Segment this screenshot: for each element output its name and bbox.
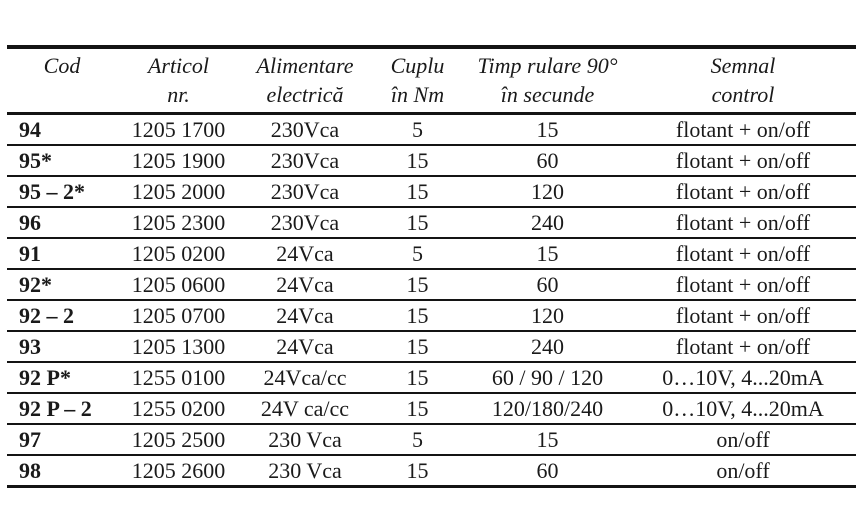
header-alimentare-line2: electrică [266, 82, 344, 107]
table-row [7, 207, 856, 238]
cell-cuplu-nm: 15 [406, 179, 429, 204]
cell-timp-rulare: 15 [536, 117, 559, 142]
cell-alimentare-electrica: 24V ca/cc [260, 396, 350, 421]
cell-alimentare-electrica: 24Vca [276, 334, 334, 359]
cell-cod: 96 [19, 210, 41, 235]
cell-semnal-control: flotant + on/off [675, 210, 811, 235]
cell-semnal-control: flotant + on/off [675, 179, 811, 204]
cell-cuplu-nm: 15 [406, 303, 429, 328]
cell-timp-rulare: 15 [536, 427, 559, 452]
table-row [7, 424, 856, 455]
cell-timp-rulare: 15 [536, 241, 559, 266]
cell-alimentare-electrica: 24Vca/cc [263, 365, 347, 390]
cell-semnal-control: flotant + on/off [675, 334, 811, 359]
cell-cod: 94 [19, 117, 41, 142]
cell-cuplu-nm: 5 [412, 117, 423, 142]
cell-cuplu-nm: 15 [406, 148, 429, 173]
cell-cod: 92 – 2 [19, 303, 74, 328]
cell-articol-nr: 1205 2500 [131, 427, 226, 452]
table-row [7, 238, 856, 269]
table-row [7, 300, 856, 331]
cell-articol-nr: 1205 1300 [131, 334, 226, 359]
header-semnal-line1: Semnal [710, 53, 776, 78]
table-row [7, 393, 856, 424]
cell-timp-rulare: 60 [536, 148, 559, 173]
header-timp-line1: Timp rulare 90° [477, 53, 618, 78]
cell-timp-rulare: 60 [536, 272, 559, 297]
cell-alimentare-electrica: 24Vca [276, 303, 334, 328]
cell-cod: 93 [19, 334, 41, 359]
cell-timp-rulare: 120 [531, 179, 564, 204]
header-articol-nr [117, 47, 240, 114]
cell-articol-nr: 1255 0100 [131, 365, 226, 390]
cell-semnal-control: flotant + on/off [675, 241, 811, 266]
header-cuplu-line1: Cuplu [390, 53, 445, 78]
table-row [7, 176, 856, 207]
cell-articol-nr: 1205 0700 [131, 303, 226, 328]
cell-cuplu-nm: 5 [412, 241, 423, 266]
header-cod-line2 [7, 80, 117, 109]
header-timp-line2: în secunde [500, 82, 595, 107]
cell-cod: 97 [19, 427, 41, 452]
header-cuplu-line2: în Nm [390, 82, 445, 107]
cell-cuplu-nm: 15 [406, 365, 429, 390]
header-semnal-control [630, 47, 856, 114]
cell-semnal-control: 0…10V, 4...20mA [662, 365, 824, 390]
header-alimentare-electrica [240, 47, 370, 114]
cell-semnal-control: flotant + on/off [675, 272, 811, 297]
cell-alimentare-electrica: 230 Vca [268, 458, 342, 483]
header-cuplu-nm [370, 47, 465, 114]
cell-alimentare-electrica: 230Vca [270, 148, 340, 173]
cell-semnal-control: 0…10V, 4...20mA [662, 396, 824, 421]
cell-cod: 92 P* [19, 365, 71, 390]
cell-alimentare-electrica: 24Vca [276, 272, 334, 297]
cell-semnal-control: flotant + on/off [675, 303, 811, 328]
cell-cod: 92* [19, 272, 52, 297]
cell-cod: 95* [19, 148, 52, 173]
cell-articol-nr: 1205 2000 [131, 179, 226, 204]
cell-timp-rulare: 60 [536, 458, 559, 483]
table-row [7, 114, 856, 146]
cell-cuplu-nm: 15 [406, 334, 429, 359]
header-cod-line1: Cod [43, 53, 81, 78]
cell-semnal-control: flotant + on/off [675, 117, 811, 142]
cell-cod: 92 P – 2 [19, 396, 92, 421]
cell-alimentare-electrica: 230Vca [270, 210, 340, 235]
cell-cuplu-nm: 15 [406, 458, 429, 483]
cell-cuplu-nm: 15 [406, 272, 429, 297]
table-row [7, 455, 856, 487]
table-row [7, 331, 856, 362]
table-body [7, 114, 856, 487]
cell-timp-rulare: 60 / 90 / 120 [491, 365, 604, 390]
header-articol-line1: Articol [147, 53, 210, 78]
cell-cod: 98 [19, 458, 41, 483]
product-spec-table [7, 45, 856, 488]
cell-alimentare-electrica: 230Vca [270, 117, 340, 142]
cell-alimentare-electrica: 230 Vca [268, 427, 342, 452]
header-alimentare-line1: Alimentare [256, 53, 354, 78]
cell-semnal-control: on/off [716, 458, 770, 483]
cell-articol-nr: 1205 2600 [131, 458, 226, 483]
cell-articol-nr: 1205 1700 [131, 117, 226, 142]
cell-articol-nr: 1255 0200 [131, 396, 226, 421]
cell-timp-rulare: 240 [531, 334, 564, 359]
cell-cod: 91 [19, 241, 41, 266]
cell-semnal-control: on/off [716, 427, 770, 452]
table-row [7, 145, 856, 176]
header-timp-rulare [465, 47, 630, 114]
cell-semnal-control: flotant + on/off [675, 148, 811, 173]
cell-alimentare-electrica: 24Vca [276, 241, 334, 266]
header-row [7, 47, 856, 114]
cell-cuplu-nm: 15 [406, 210, 429, 235]
cell-articol-nr: 1205 1900 [131, 148, 226, 173]
cell-timp-rulare: 120 [531, 303, 564, 328]
cell-articol-nr: 1205 0600 [131, 272, 226, 297]
cell-timp-rulare: 240 [531, 210, 564, 235]
cell-alimentare-electrica: 230Vca [270, 179, 340, 204]
header-articol-line2: nr. [167, 82, 190, 107]
cell-timp-rulare: 120/180/240 [491, 396, 604, 421]
cell-articol-nr: 1205 0200 [131, 241, 226, 266]
table-header [7, 47, 856, 114]
cell-cuplu-nm: 5 [412, 427, 423, 452]
header-cod [7, 47, 117, 114]
table-row [7, 269, 856, 300]
cell-articol-nr: 1205 2300 [131, 210, 226, 235]
cell-cod: 95 – 2* [19, 179, 85, 204]
cell-cuplu-nm: 15 [406, 396, 429, 421]
table-row [7, 362, 856, 393]
header-semnal-line2: control [711, 82, 775, 107]
